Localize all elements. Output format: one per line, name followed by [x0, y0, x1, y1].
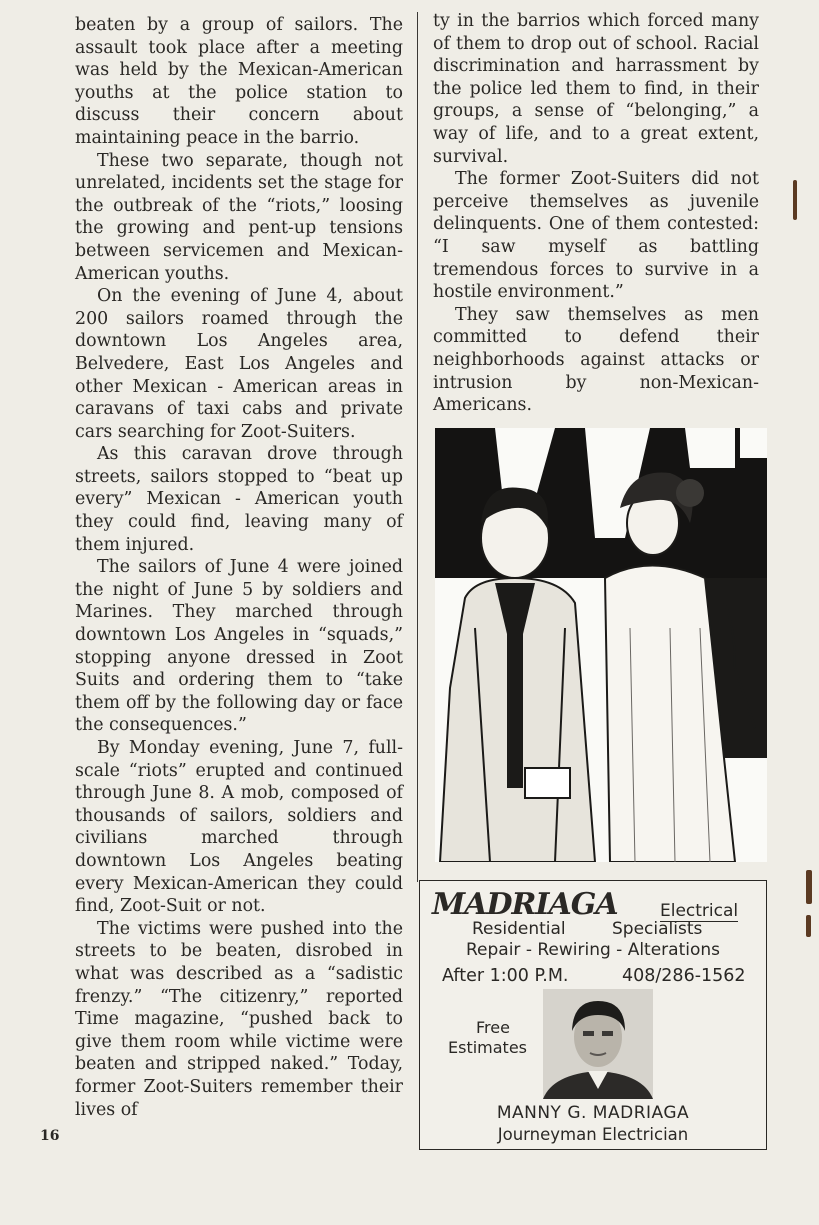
paragraph: As this caravan drove through streets, sailors stopped to “beat up every” Mexican - American youth they could find, leaving many of them injured. — [75, 444, 403, 555]
right-column — [433, 10, 759, 417]
margin-mark — [806, 915, 811, 937]
ad-brand-suffix: Electrical — [660, 901, 739, 921]
paragraph: The sailors of June 4 were joined the night of June 5 by soldiers and Marines. They marched through downtown Los Angeles in “squads,” stopping anyone dressed in Zoot Suits and ordering them to “take them off by the following day or face the consequences.” — [75, 557, 403, 736]
zoot-suit-couple-illustration — [435, 428, 767, 862]
ad-hours: After 1:00 P.M. — [442, 966, 569, 986]
ad-estimates: Estimates — [448, 1038, 528, 1057]
madriaga-electrical-ad — [419, 880, 767, 1150]
paragraph: By Monday evening, June 7, full-scale “riots” erupted and continued through June 8. A mob, composed of thousands of sailors, soldiers and civilians marched through downtown Los Angeles beating every Mexican-American they could find, Zoot-Suit or not. — [75, 738, 403, 917]
margin-mark — [793, 180, 797, 220]
paragraph: ty in the barrios which forced many of them to drop out of school. Racial discrimination and harrassment by the police led them to find, in their groups, a sense of “belonging,” a way of life, and to a great extent, survival. — [433, 11, 759, 167]
left-column — [75, 14, 403, 1121]
portrait-photo — [543, 989, 653, 1099]
ad-specialists: Specialists — [612, 919, 703, 939]
ad-phone: 408/286-1562 — [622, 966, 746, 986]
ad-brand: MADRIAGA — [432, 887, 618, 922]
paragraph: The former Zoot-Suiters did not perceive themselves as juvenile delinquents. One of them contested: “I saw myself as battling tremendous forces to survive in a hostile environment.” — [433, 169, 759, 303]
ad-title: Journeyman Electrician — [497, 1125, 689, 1144]
page-number: 16 — [40, 1128, 60, 1144]
paragraph: beaten by a group of sailors. The assault took place after a meeting was held by the Mexican-American youths at the police station to discuss their concern about maintaining peace in the barrio. — [75, 15, 403, 148]
paragraph: The victims were pushed into the streets to be beaten, disrobed in what was described as a “sadistic frenzy.” “The citizenry,” reported Time magazine, “pushed back to give them room while victime were beaten and stripped naked.” Today, former Zoot-Suiters remember their lives of — [75, 918, 403, 1120]
paragraph: These two separate, though not unrelated, incidents set the stage for the outbreak of the “riots,” loosing the growing and pent-up tensions between servicemen and Mexican-American youths. — [75, 150, 403, 284]
ad-name: MANNY G. MADRIAGA — [496, 1103, 690, 1123]
paragraph: They saw themselves as men committed to defend their neighborhoods against attacks or intrusion by non-Mexican-Americans. — [433, 304, 759, 416]
ad-residential: Residential — [472, 919, 566, 939]
paragraph: On the evening of June 4, about 200 sailors roamed through the downtown Los Angeles area, Belvedere, East Los Angeles and other Mexican - American areas in caravans of taxi cabs and private cars searching for Zoot-Suiters. — [75, 286, 403, 442]
ad-services: Repair - Rewiring - Alterations — [465, 940, 721, 960]
ad-free: Free — [476, 1018, 510, 1037]
column-divider — [417, 12, 418, 882]
margin-mark — [806, 870, 812, 904]
